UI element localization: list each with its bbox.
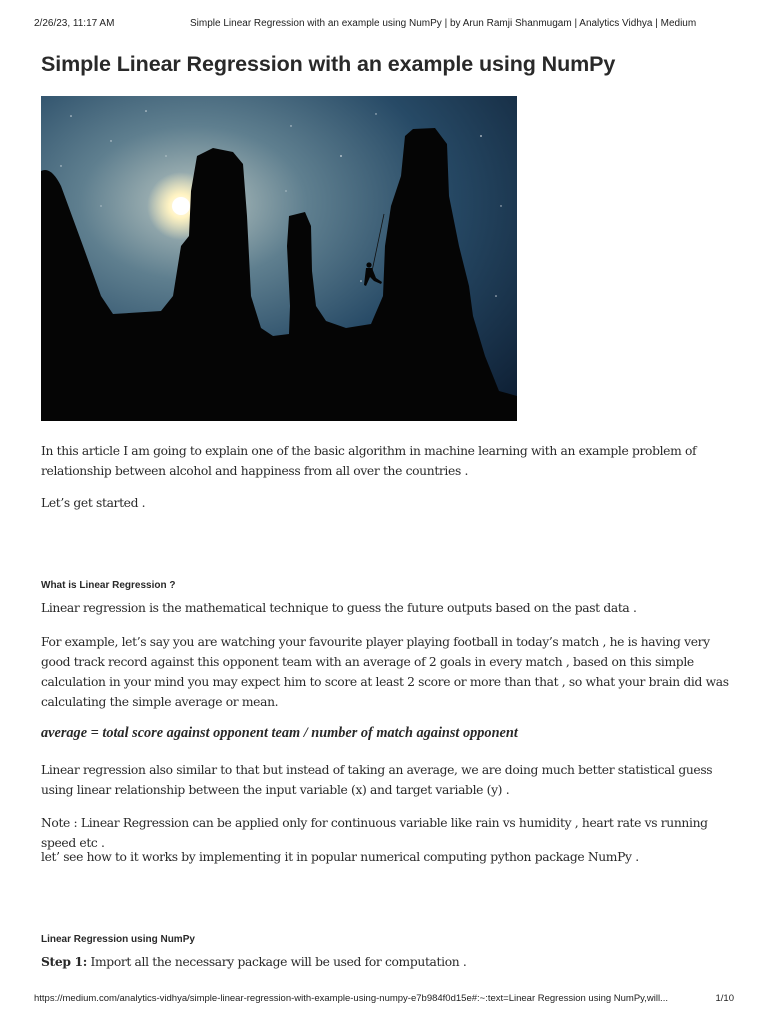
hero-image [41,96,517,421]
step-1-text: Import all the necessary package will be used for computation . [86,955,467,969]
paragraph-definition: Linear regression is the mathematical technique to guess the future outputs based on the past data . [41,601,637,615]
intro-paragraph: In this article I am going to explain one of the basic algorithm in machine learning with an example problem of relationship between alcohol and happiness from all over the countries . [41,444,697,478]
section-heading-what-is-linear-regression: What is Linear Regression ? [41,580,176,591]
paragraph-example: For example, let’s say you are watching your favourite player playing football in today’s match , he is having very good track record against this opponent team with an average of 2 goals in every match , based on this simple calculation in your mind you may expect him to score at least 2 score or more than that , so what your brain did was calculating the simple average or mean. [41,635,729,709]
get-started-paragraph: Let’s get started . [41,496,146,510]
print-url: https://medium.com/analytics-vidhya/simple-linear-regression-with-example-using-numpy-e7b984f0d15e#:~:text=Linear Regression using NumPy,will... [34,993,668,1004]
print-datetime: 2/26/23, 11:17 AM [34,18,115,29]
step-1-paragraph [41,952,731,972]
print-footer [34,993,734,1007]
average-formula: average = total score against opponent team / number of match against opponent [41,725,518,741]
article-title: Simple Linear Regression with an example using NumPy [41,52,616,76]
page-number: 1/10 [715,993,734,1004]
paragraph-implementation: let’ see how to it works by implementing it in popular numerical computing python package NumPy . [41,850,639,864]
print-header [34,18,734,32]
paragraph-note: Note : Linear Regression can be applied only for continuous variable like rain vs humidity , heart rate vs running speed etc . [41,816,708,850]
paragraph-linear-regression-similar: Linear regression also similar to that but instead of taking an average, we are doing much better statistical guess using linear relationship between the input variable (x) and target variable (y) . [41,763,713,797]
print-page-title: Simple Linear Regression with an example using NumPy | by Arun Ramji Shanmugam | Analytics Vidhya | Medium [190,18,697,29]
section-heading-linear-regression-numpy: Linear Regression using NumPy [41,934,195,945]
step-1-label: Step 1: [41,954,87,969]
